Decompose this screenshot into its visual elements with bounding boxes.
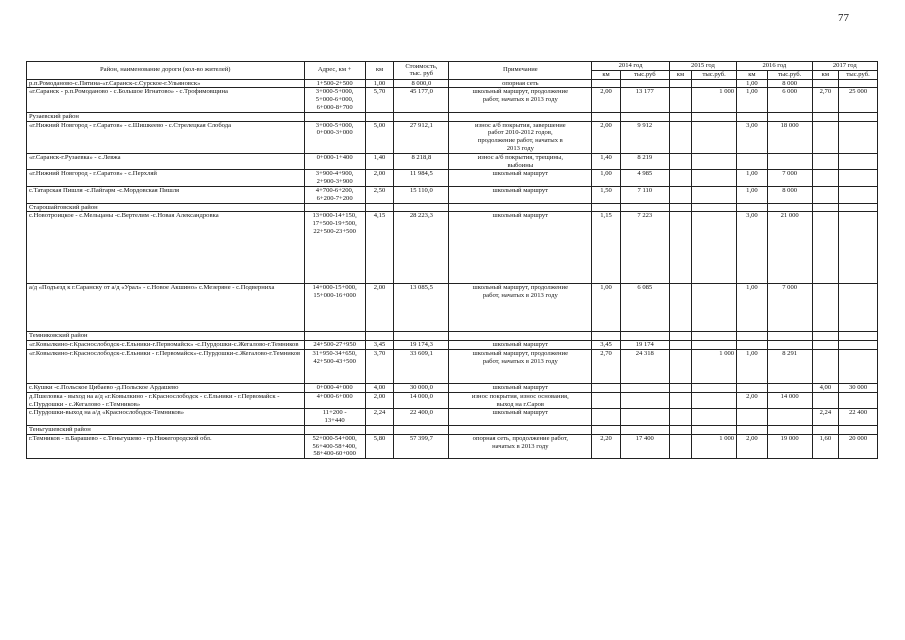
section-empty-cell xyxy=(669,425,691,434)
y2017-km xyxy=(812,392,839,409)
cost-value: 28 223,3 xyxy=(394,212,449,284)
y2014-rub xyxy=(620,392,669,409)
y2015-rub xyxy=(692,170,737,187)
y2016-rub: 8 291 xyxy=(767,349,812,383)
y2014-km: 2,20 xyxy=(592,434,621,458)
section-empty-cell xyxy=(304,112,365,121)
y2015-rub: 1 000 xyxy=(692,349,737,383)
y2015-rub xyxy=(692,392,737,409)
length-km: 2,00 xyxy=(365,170,394,187)
y2015-rub xyxy=(692,121,737,153)
table-row xyxy=(27,392,878,409)
y2015-km xyxy=(669,341,691,350)
header-row-1 xyxy=(27,62,878,71)
y2016-rub xyxy=(767,409,812,426)
y2017-rub xyxy=(839,212,878,284)
y2015-km xyxy=(669,349,691,383)
header-2017-rub: тыс.руб. xyxy=(839,70,878,79)
y2015-rub xyxy=(692,153,737,170)
y2016-rub xyxy=(767,153,812,170)
section-empty-cell xyxy=(737,112,768,121)
y2017-rub xyxy=(839,170,878,187)
section-empty-cell xyxy=(839,203,878,212)
length-km: 2,00 xyxy=(365,284,394,332)
table-row xyxy=(27,284,878,332)
y2016-km xyxy=(737,409,768,426)
header-cost: Стоимость, тыс. руб xyxy=(394,62,449,80)
y2015-rub xyxy=(692,341,737,350)
length-km: 5,70 xyxy=(365,88,394,112)
section-empty-cell xyxy=(669,203,691,212)
y2016-km: 2,00 xyxy=(737,434,768,458)
road-name: «г.Ковылкино-г.Краснослободск-с.Ельники-г.Первомайск» -с.Пурдошки-с.Жегалово-г.Темников xyxy=(27,341,305,350)
section-title: Темниковский район xyxy=(27,332,305,341)
section-empty-cell xyxy=(365,112,394,121)
section-empty-cell xyxy=(620,425,669,434)
section-empty-cell xyxy=(592,332,621,341)
section-empty-cell xyxy=(365,332,394,341)
header-2014-km: км xyxy=(592,70,621,79)
road-name: «г.Саранск-г.Рузаевка» - с.Левжа xyxy=(27,153,305,170)
section-empty-cell xyxy=(592,203,621,212)
address-km: 13+000-14+150, 17+500-19+500, 22+500-23+500 xyxy=(304,212,365,284)
section-empty-cell xyxy=(365,203,394,212)
table-row xyxy=(27,121,878,153)
address-km: 31+950-34+650, 42+500-43+500 xyxy=(304,349,365,383)
road-name: «г.Саранск - р.п.Ромоданово - с.Большое Игнатово» - с.Трофимовщина xyxy=(27,88,305,112)
road-name: с.Новотроицкое - с.Мельцаны -с.Вертелим -с.Новая Александровка xyxy=(27,212,305,284)
section-empty-cell xyxy=(692,203,737,212)
y2017-rub xyxy=(839,392,878,409)
section-empty-cell xyxy=(304,332,365,341)
y2016-rub: 21 000 xyxy=(767,212,812,284)
section-title: Старошайговский район xyxy=(27,203,305,212)
section-row xyxy=(27,112,878,121)
cost-value: 8 218,8 xyxy=(394,153,449,170)
cost-value: 33 609,1 xyxy=(394,349,449,383)
y2017-km xyxy=(812,79,839,88)
length-km: 4,15 xyxy=(365,212,394,284)
y2016-km xyxy=(737,383,768,392)
y2016-km: 1,00 xyxy=(737,88,768,112)
note: школьный маршрут xyxy=(449,212,592,284)
cost-value: 30 000,0 xyxy=(394,383,449,392)
y2014-rub: 13 177 xyxy=(620,88,669,112)
section-empty-cell xyxy=(767,425,812,434)
length-km: 3,70 xyxy=(365,349,394,383)
y2014-rub: 4 985 xyxy=(620,170,669,187)
section-empty-cell xyxy=(812,203,839,212)
section-empty-cell xyxy=(839,332,878,341)
y2017-rub: 20 000 xyxy=(839,434,878,458)
y2017-km xyxy=(812,121,839,153)
section-row xyxy=(27,203,878,212)
y2017-km: 2,24 xyxy=(812,409,839,426)
header-2017-km: км xyxy=(812,70,839,79)
header-2015-rub: тыс.руб. xyxy=(692,70,737,79)
header-2016-rub: тыс.руб. xyxy=(767,70,812,79)
y2016-rub xyxy=(767,341,812,350)
table-row xyxy=(27,186,878,203)
length-km: 2,24 xyxy=(365,409,394,426)
road-name: «г.Ковылкино-г.Краснослободск-с.Ельники - г.Первомайск»-с.Пурдошки-с.Жегалово-г.Темников xyxy=(27,349,305,383)
section-empty-cell xyxy=(669,112,691,121)
y2017-rub xyxy=(839,341,878,350)
y2015-km xyxy=(669,186,691,203)
address-km: 4+700-6+200, 6+200-7+200 xyxy=(304,186,365,203)
section-empty-cell xyxy=(812,425,839,434)
section-title: Рузаевский район xyxy=(27,112,305,121)
y2017-rub xyxy=(839,284,878,332)
note: школьный маршрут, продолжение работ, начатых в 2013 году xyxy=(449,88,592,112)
section-empty-cell xyxy=(839,112,878,121)
y2014-rub: 19 174 xyxy=(620,341,669,350)
table-row xyxy=(27,88,878,112)
section-empty-cell xyxy=(812,112,839,121)
y2015-rub: 1 000 xyxy=(692,434,737,458)
section-empty-cell xyxy=(692,112,737,121)
section-empty-cell xyxy=(592,112,621,121)
header-year-2017: 2017 год xyxy=(812,62,877,71)
header-note: Примечание xyxy=(449,62,592,80)
y2015-rub xyxy=(692,383,737,392)
table-row xyxy=(27,383,878,392)
y2016-rub: 6 000 xyxy=(767,88,812,112)
cost-value: 22 400,0 xyxy=(394,409,449,426)
cost-value: 15 110,0 xyxy=(394,186,449,203)
table-row xyxy=(27,79,878,88)
section-empty-cell xyxy=(449,425,592,434)
y2015-km xyxy=(669,121,691,153)
y2015-km xyxy=(669,212,691,284)
table-row xyxy=(27,409,878,426)
y2015-km xyxy=(669,434,691,458)
address-km: 3+900-4+900, 2+900-3+900 xyxy=(304,170,365,187)
y2016-km: 3,00 xyxy=(737,212,768,284)
address-km: 14+000-15+000, 15+000-16+000 xyxy=(304,284,365,332)
length-km: 2,50 xyxy=(365,186,394,203)
y2014-rub: 9 912 xyxy=(620,121,669,153)
page-number: 77 xyxy=(838,12,849,24)
road-name: с.Пурдошки-выход на а/д «Краснослободск-Темников» xyxy=(27,409,305,426)
y2017-km xyxy=(812,212,839,284)
y2014-km xyxy=(592,383,621,392)
y2015-km xyxy=(669,409,691,426)
cost-value: 19 174,3 xyxy=(394,341,449,350)
y2014-km: 1,00 xyxy=(592,170,621,187)
y2014-rub xyxy=(620,79,669,88)
address-km: 3+000-5+000, 5+000-6+000, 6+000-8+700 xyxy=(304,88,365,112)
road-name: «г.Нижний Новгород - г.Саратов» - с.Перхляй xyxy=(27,170,305,187)
y2014-km: 2,00 xyxy=(592,88,621,112)
y2016-km: 2,00 xyxy=(737,392,768,409)
y2015-rub xyxy=(692,79,737,88)
note: школьный маршрут xyxy=(449,170,592,187)
length-km: 3,45 xyxy=(365,341,394,350)
section-empty-cell xyxy=(304,203,365,212)
y2016-rub: 8 000 xyxy=(767,79,812,88)
y2016-rub xyxy=(767,383,812,392)
y2017-km xyxy=(812,349,839,383)
address-km: 1+500-2+500 xyxy=(304,79,365,88)
y2016-rub: 19 000 xyxy=(767,434,812,458)
header-2015-km: км xyxy=(669,70,691,79)
y2017-rub: 30 000 xyxy=(839,383,878,392)
road-name: г.Темников - п.Барашево - с.Теньгушево - гр.Нижегородской обл. xyxy=(27,434,305,458)
y2017-rub xyxy=(839,121,878,153)
y2016-rub: 7 000 xyxy=(767,284,812,332)
section-empty-cell xyxy=(592,425,621,434)
y2016-rub: 7 000 xyxy=(767,170,812,187)
road-name: с.Татарская Пишля -с.Пайгарм -с.Мордовская Пишля xyxy=(27,186,305,203)
y2016-rub: 8 000 xyxy=(767,186,812,203)
y2015-km xyxy=(669,383,691,392)
road-name: р.п.Ромоданово-с.Пятина-«г.Саранск-с.Сурское-г.Ульяновск» xyxy=(27,79,305,88)
y2015-km xyxy=(669,392,691,409)
section-empty-cell xyxy=(449,112,592,121)
section-empty-cell xyxy=(737,332,768,341)
y2014-km: 2,70 xyxy=(592,349,621,383)
section-empty-cell xyxy=(669,332,691,341)
y2014-km: 3,45 xyxy=(592,341,621,350)
section-empty-cell xyxy=(767,203,812,212)
y2016-km: 1,00 xyxy=(737,186,768,203)
address-km: 4+000-6+000 xyxy=(304,392,365,409)
section-row xyxy=(27,332,878,341)
section-empty-cell xyxy=(394,112,449,121)
table-row xyxy=(27,212,878,284)
note: школьный маршрут, продолжение работ, начатых в 2013 году xyxy=(449,349,592,383)
address-km: 0+000-4+000 xyxy=(304,383,365,392)
section-empty-cell xyxy=(365,425,394,434)
section-row xyxy=(27,425,878,434)
y2017-km xyxy=(812,341,839,350)
y2015-km xyxy=(669,88,691,112)
section-empty-cell xyxy=(449,203,592,212)
header-year-2016: 2016 год xyxy=(737,62,813,71)
table-body xyxy=(27,79,878,459)
note: школьный маршрут xyxy=(449,409,592,426)
y2015-rub xyxy=(692,284,737,332)
cost-value: 13 085,5 xyxy=(394,284,449,332)
section-empty-cell xyxy=(767,112,812,121)
note: износ а/б покрытия, трещины, выбоины xyxy=(449,153,592,170)
y2017-km: 4,00 xyxy=(812,383,839,392)
y2014-km: 2,00 xyxy=(592,121,621,153)
road-name: а/д «Подъезд к г.Саранску от а/д «Урал» - с.Новое Акшино» с.Мезеряне - с.Подверниха xyxy=(27,284,305,332)
y2017-km: 1,60 xyxy=(812,434,839,458)
header-road: Район, наименование дороги (кол-во жителей) xyxy=(27,62,305,80)
header-km: км xyxy=(365,62,394,80)
address-km: 24+500-27+950 xyxy=(304,341,365,350)
y2015-rub xyxy=(692,212,737,284)
table-row xyxy=(27,170,878,187)
header-year-2014: 2014 год xyxy=(592,62,670,71)
y2014-rub: 24 318 xyxy=(620,349,669,383)
section-empty-cell xyxy=(394,203,449,212)
address-km: 3+000-5+000, 0+000-3+000 xyxy=(304,121,365,153)
y2017-km xyxy=(812,284,839,332)
y2014-km xyxy=(592,79,621,88)
y2016-km xyxy=(737,341,768,350)
length-km: 5,80 xyxy=(365,434,394,458)
section-empty-cell xyxy=(449,332,592,341)
y2016-km: 1,00 xyxy=(737,79,768,88)
note: износ а/б покрытия, завершение работ 2010-2012 годов, продолжение работ, начатых в 2013 году xyxy=(449,121,592,153)
y2015-km xyxy=(669,153,691,170)
length-km: 2,00 xyxy=(365,392,394,409)
table-row xyxy=(27,341,878,350)
y2016-km: 1,00 xyxy=(737,170,768,187)
section-empty-cell xyxy=(620,332,669,341)
note: школьный маршрут xyxy=(449,341,592,350)
section-empty-cell xyxy=(737,203,768,212)
length-km: 1,00 xyxy=(365,79,394,88)
table-row xyxy=(27,153,878,170)
cost-value: 11 984,5 xyxy=(394,170,449,187)
cost-value: 57 399,7 xyxy=(394,434,449,458)
note: школьный маршрут xyxy=(449,383,592,392)
section-empty-cell xyxy=(767,332,812,341)
y2016-km: 1,00 xyxy=(737,284,768,332)
note: опорная сеть xyxy=(449,79,592,88)
y2014-rub: 7 110 xyxy=(620,186,669,203)
cost-value: 27 912,1 xyxy=(394,121,449,153)
section-title: Теньгушевский район xyxy=(27,425,305,434)
length-km: 5,00 xyxy=(365,121,394,153)
y2017-km xyxy=(812,186,839,203)
address-km: 0+000-1+400 xyxy=(304,153,365,170)
y2016-rub: 14 000 xyxy=(767,392,812,409)
y2017-km xyxy=(812,153,839,170)
road-repair-table xyxy=(26,61,878,459)
address-km: 52+000-54+000, 56+400-58+400, 58+400-60+000 xyxy=(304,434,365,458)
cost-value: 45 177,0 xyxy=(394,88,449,112)
y2015-rub: 1 000 xyxy=(692,88,737,112)
header-2016-km: км xyxy=(737,70,768,79)
y2014-km: 1,50 xyxy=(592,186,621,203)
y2017-rub: 25 000 xyxy=(839,88,878,112)
y2017-rub xyxy=(839,186,878,203)
y2015-rub xyxy=(692,186,737,203)
y2017-rub xyxy=(839,349,878,383)
y2016-rub: 18 000 xyxy=(767,121,812,153)
y2017-rub xyxy=(839,79,878,88)
y2017-km xyxy=(812,170,839,187)
road-name: «г.Нижний Новгород - г.Саратов» - с.Шишкеево - с.Стрелецкая Слобода xyxy=(27,121,305,153)
y2014-rub xyxy=(620,409,669,426)
section-empty-cell xyxy=(692,332,737,341)
note: школьный маршрут, продолжение работ, начатых в 2013 году xyxy=(449,284,592,332)
cost-value: 8 000,0 xyxy=(394,79,449,88)
section-empty-cell xyxy=(692,425,737,434)
header-2014-rub: тыс.руб xyxy=(620,70,669,79)
length-km: 4,00 xyxy=(365,383,394,392)
section-empty-cell xyxy=(812,332,839,341)
y2015-km xyxy=(669,170,691,187)
section-empty-cell xyxy=(394,332,449,341)
y2017-rub: 22 400 xyxy=(839,409,878,426)
y2017-rub xyxy=(839,153,878,170)
section-empty-cell xyxy=(737,425,768,434)
road-name: с.Кушки -с.Польское Цибаево -д.Польское Ардашево xyxy=(27,383,305,392)
note: опорная сеть, продолжение работ, начатых в 2013 году xyxy=(449,434,592,458)
table-row xyxy=(27,434,878,458)
y2014-km: 1,40 xyxy=(592,153,621,170)
y2015-km xyxy=(669,284,691,332)
address-km: 11+200 - 13+440 xyxy=(304,409,365,426)
section-empty-cell xyxy=(620,112,669,121)
y2017-km: 2,70 xyxy=(812,88,839,112)
section-empty-cell xyxy=(394,425,449,434)
y2016-km: 1,00 xyxy=(737,349,768,383)
y2014-km: 1,00 xyxy=(592,284,621,332)
table-row xyxy=(27,349,878,383)
y2014-rub: 17 400 xyxy=(620,434,669,458)
section-empty-cell xyxy=(620,203,669,212)
y2014-km xyxy=(592,392,621,409)
section-empty-cell xyxy=(304,425,365,434)
y2014-km: 1,15 xyxy=(592,212,621,284)
note: школьный маршрут xyxy=(449,186,592,203)
y2014-km xyxy=(592,409,621,426)
road-name: д.Пшеловка - выход на а/д «г.Ковылкино - г.Краснослободск - с.Ельники - г.Первомайск - с.Пурдошки - с.Жегалово - г.Темников» xyxy=(27,392,305,409)
y2015-km xyxy=(669,79,691,88)
header-address: Адрес, км + xyxy=(304,62,365,80)
y2014-rub xyxy=(620,383,669,392)
length-km: 1,40 xyxy=(365,153,394,170)
section-empty-cell xyxy=(839,425,878,434)
y2014-rub: 6 085 xyxy=(620,284,669,332)
y2016-km: 3,00 xyxy=(737,121,768,153)
header-year-2015: 2015 год xyxy=(669,62,736,71)
y2015-rub xyxy=(692,409,737,426)
y2014-rub: 8 219 xyxy=(620,153,669,170)
note: износ покрытия, износ основания, выход на г.Саров xyxy=(449,392,592,409)
cost-value: 14 000,0 xyxy=(394,392,449,409)
y2014-rub: 7 223 xyxy=(620,212,669,284)
y2016-km xyxy=(737,153,768,170)
